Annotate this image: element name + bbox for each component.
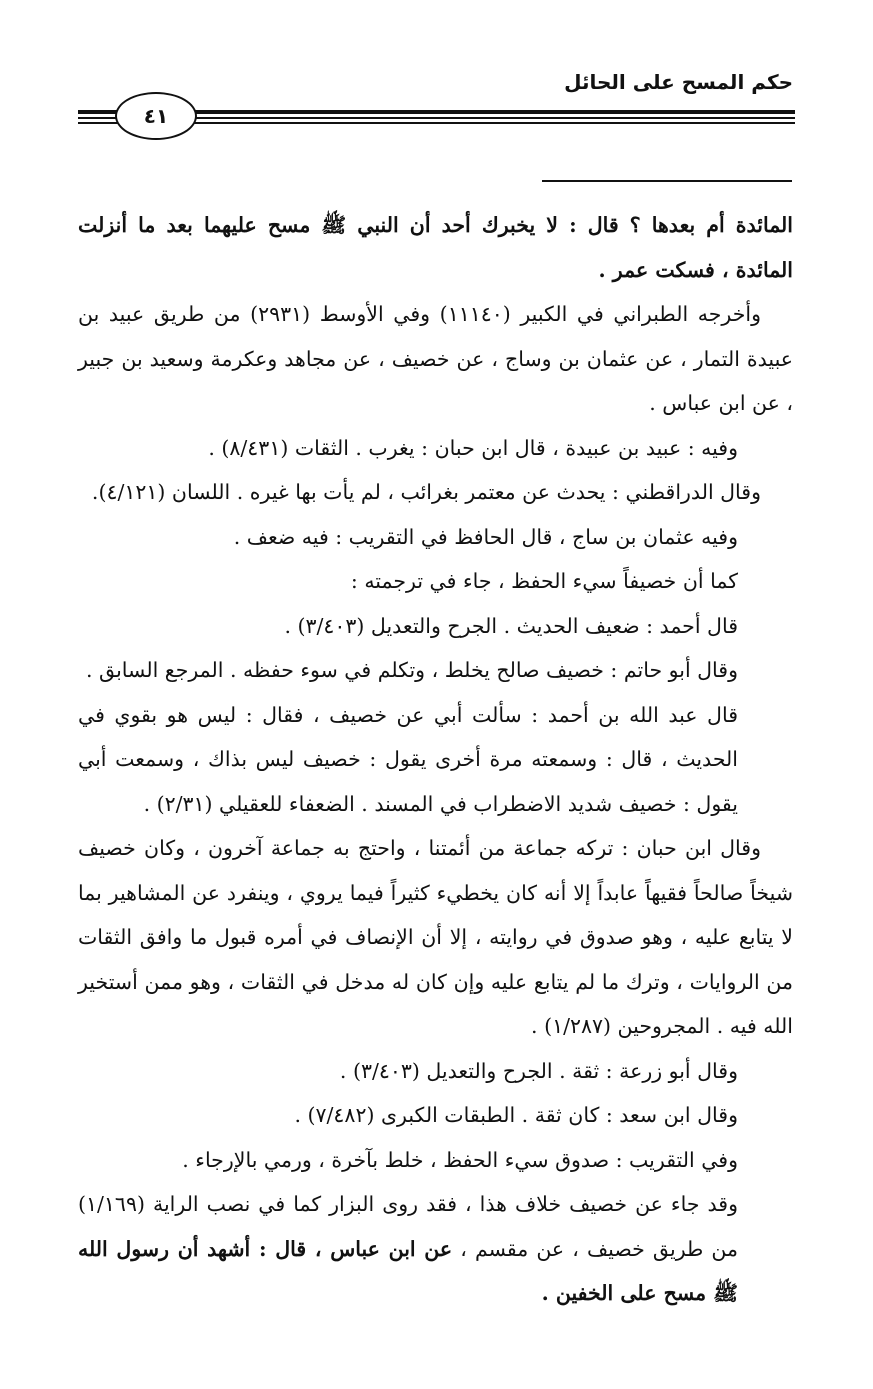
paragraph: وقال الدراقطني : يحدث عن معتمر بغرائب ، لم يأت بها غيره . اللسان (٤/١٢١). — [91, 480, 761, 504]
paragraph: كما أن خصيفاً سيء الحفظ ، جاء في ترجمته : — [350, 569, 738, 593]
paragraph: وقال ابن حبان : تركه جماعة من أئمتنا ، واحتج به جماعة آخرون ، وكان خصيف شيخاً صالحاً فقيهاً عابداً إلا أنه كان يخطيء كثيراً فيما يروي ، وينفرد عن المشاهير بما لا يتابع عليه ، وهو صدوق في روايته ، إلا أن الإنصاف في أمره قبول ما وافق الثقات من الروايات ، وترك ما لم يتابع عليه وإن كان له مدخل في الثقات ، وهو ممن أستخير الله فيه . المجروحين (١/٢٨٧) . — [78, 836, 793, 1038]
running-header-title: حكم المسح على الحائل — [564, 70, 793, 94]
paragraph: وقال أبو حاتم : خصيف صالح يخلط ، وتكلم في سوء حفظه . المرجع السابق . — [85, 658, 738, 682]
paragraph: وفيه عثمان بن ساج ، قال الحافظ في التقريب : فيه ضعف . — [233, 524, 738, 549]
paragraph: قال عبد الله بن أحمد : سألت أبي عن خصيف ، فقال : ليس هو بقوي في الحديث ، قال : وسمعته مرة أخرى يقول : خصيف ليس بذاك ، وسمعت أبي يقول : خصيف شديد الاضطراب في المسند . الضعفاء للعقيلي (٢/٣١) . — [78, 702, 738, 816]
paragraph: قال أحمد : ضعيف الحديث . الجرح والتعديل (٣/٤٠٣) . — [284, 613, 738, 638]
paragraph: وقال ابن سعد : كان ثقة . الطبقات الكبرى (٧/٤٨٢) . — [294, 1103, 738, 1127]
paragraph: وقال أبو زرعة : ثقة . الجرح والتعديل (٣/٤٠٣) . — [339, 1058, 738, 1083]
footnote-separator — [542, 180, 792, 182]
paragraph — [78, 1182, 793, 1316]
paragraph: وفيه : عبيد بن عبيدة ، قال ابن حبان : يغرب . الثقات (٨/٤٣١) . — [208, 435, 738, 460]
page-body — [78, 203, 793, 1316]
paragraph-plain-text: وقد جاء عن خصيف خلاف هذا ، فقد روى البزار كما في نصب الراية (١/١٦٩) من طريق خصيف ، عن مقسم ، — [78, 1192, 738, 1261]
paragraph: وفي التقريب : صدوق سيء الحفظ ، خلط بآخرة ، ورمي بالإرجاء . — [182, 1147, 738, 1172]
paragraph-bold-text: عن ابن عباس ، قال : أشهد أن رسول الله ﷺ مسح على الخفين . — [78, 1236, 738, 1305]
page-number: ٤١ — [143, 104, 169, 128]
paragraph: وأخرجه الطبراني في الكبير (١١١٤٠) وفي الأوسط (٢٩٣١) من طريق عبيد بن عبيدة التمار ، عن عثمان بن وساج ، عن خصيف ، عن مجاهد وعكرمة وسعيد بن جبير ، عن ابن عباس . — [78, 302, 793, 415]
paragraph: المائدة أم بعدها ؟ قال : لا يخبرك أحد أن النبي ﷺ مسح عليهما بعد ما أنزلت المائدة ، فسكت عمر . — [78, 213, 793, 282]
page-number-badge — [115, 92, 197, 140]
